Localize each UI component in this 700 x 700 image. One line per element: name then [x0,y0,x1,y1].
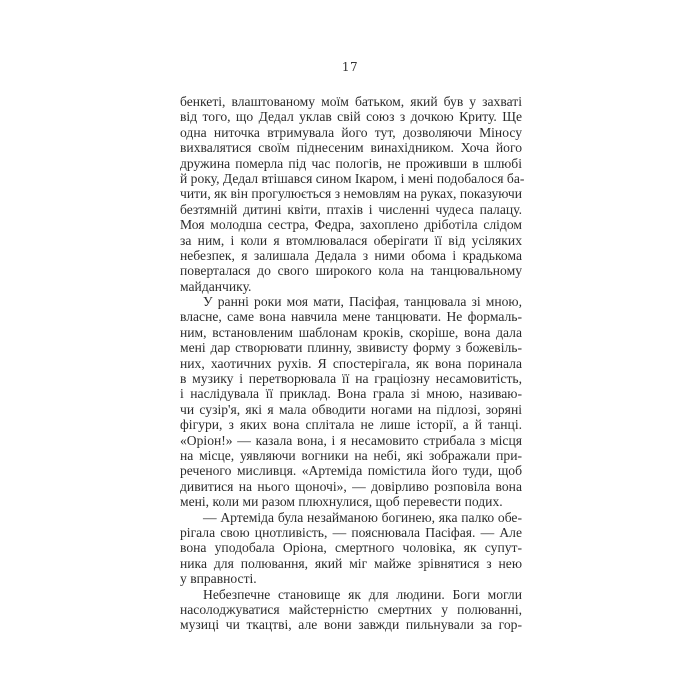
text-line: Небезпечне становище як для людини. Боги могли [203,586,522,602]
text-line: них, хаотичних рухів. Я спостерігала, як вона поринала [180,355,522,371]
text-line: поверталася до свого широкого кола на танцювальному [180,263,522,279]
text-line: вихвалятися своїм піднесеним винахідником. Хоча його [180,140,522,156]
text-line: мені, коли ми разом плюхнулися, щоб перевести подих. [180,494,503,510]
text-line: від того, що Дедал уклав свій союз з дочкою Криту. Ще [180,109,522,125]
text-line: рігала свою цнотливість, — пояснювала Пасіфая. — Але [180,524,522,540]
text-line: чи сузір'я, які я мала обводити ногами на підлозі, зоряні [180,401,522,417]
text-line: ним, встановленим шаблонам кроків, скоріше, вона дала [180,324,522,340]
text-line: мені дар створювати плинну, звивисту форму з божевіль- [180,340,522,356]
text-line: власне, саме вона навчила мене танцювати. Не формаль- [180,309,522,325]
text-line: бенкеті, влаштованому моїм батьком, який був у захваті [180,94,522,109]
text-line: чити, як він прогулюється з немовлям на руках, показуючи [180,186,522,202]
text-line: ника для полювання, який міг майже зрівнятися з нею [180,555,522,571]
text-line: на місце, уявляючи вогники на небі, які зображали при- [180,447,522,463]
text-line: насолоджуватися майстерністю смертних у полюванні, [180,601,522,617]
text-line: в музику і перетворювала її на граціозну несамовитість, [180,371,522,387]
text-line: «Оріон!» — казала вона, і я несамовито стрибала з місця [180,432,522,448]
text-line: Моя молодша сестра, Федра, захоплено дріботіла слідом [180,217,522,233]
text-line: одна ниточка втримувала його тут, дозволяючи Міносу [180,124,522,140]
body-text [180,94,525,633]
text-line: дружина померла під час пологів, не проживши в шлюбі [180,155,522,171]
text-line: фігури, з яких вона сплітала не лише історії, а й танці. [180,417,522,433]
page-number: 17 [341,60,359,74]
text-line: й року, Дедал втішався сином Ікаром, і мені подобалося ба- [180,170,525,186]
text-line: у вправності. [180,571,257,587]
text-line: — Артеміда була незайманою богинею, яка палко обе- [203,509,522,525]
text-line: музиці чи ткацтві, але вони завжди пильнували за гор- [180,617,522,633]
text-line: У ранні роки моя мати, Пасіфая, танцювала зі мною, [203,294,522,310]
text-line: вона уподобала Оріона, смертного чоловіка, як супут- [180,540,522,556]
text-line: за ним, і коли я втомлювалася оберігати її від усіляких [180,232,522,248]
text-line: реченого мисливця. «Артеміда помістила його туди, щоб [180,463,522,479]
text-line: небезпек, я залишала Дедала з ними обома і крадькома [180,247,522,263]
text-line: безтямній дитині квіти, птахів і численні чудеса палацу. [180,201,522,217]
text-line: і наслідувала її приклад. Вона грала зі мною, називаю- [180,386,522,402]
text-line: дивитися на нього щоночі», — довірливо розповіла вона [180,478,522,494]
text-line: майданчику. [180,278,252,294]
